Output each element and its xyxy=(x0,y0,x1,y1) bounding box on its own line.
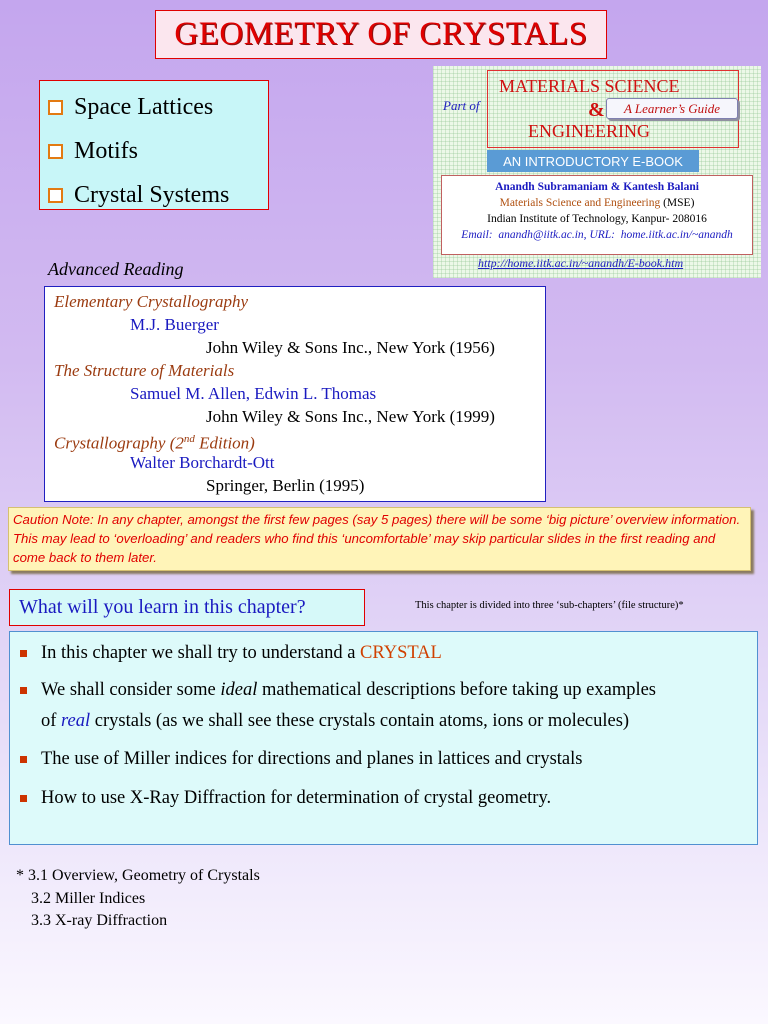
department: Materials Science and Engineering xyxy=(499,197,661,209)
caution-note: Caution Note: In any chapter, amongst the first few pages (say 5 pages) there will be some ‘big picture’ overview information. This may lead to ‘overloading’ and readers who find this ‘uncomfortable’ may skip particular slides in the first reading and come back to them later. xyxy=(8,507,751,571)
real-emphasis: real xyxy=(61,711,91,731)
intro-ebook-banner: AN INTRODUCTORY E-BOOK xyxy=(487,150,699,172)
book-author: Walter Borchardt-Ott xyxy=(130,453,275,472)
checkbox-icon xyxy=(48,144,63,159)
topic-item xyxy=(48,173,268,217)
topics-box xyxy=(39,80,269,210)
book-title: The Structure of Materials xyxy=(54,361,235,380)
email-link[interactable]: anandh@iitk.ac.in, xyxy=(498,229,587,241)
reading-list xyxy=(44,286,546,502)
bullet-text: crystals (as we shall see these crystals contain atoms, ions or molecules) xyxy=(90,711,630,731)
page-title: GEOMETRY OF CRYSTALS xyxy=(155,10,607,59)
book-publisher: John Wiley & Sons Inc., New York (1956) xyxy=(206,338,495,357)
book-title-main: Crystallography (2 xyxy=(54,433,184,453)
ebook-link[interactable]: http://home.iitk.ac.in/~anandh/E-book.htm xyxy=(478,256,684,270)
topic-label: Crystal Systems xyxy=(74,181,230,208)
ideal-emphasis: ideal xyxy=(220,680,258,700)
footnote: 3.2 Miller Indices xyxy=(31,890,146,907)
book-author: Samuel M. Allen, Edwin L. Thomas xyxy=(130,384,377,403)
bullet-icon xyxy=(20,756,27,763)
authors: Anandh Subramaniam & Kantesh Balani xyxy=(495,181,699,193)
topic-label: Space Lattices xyxy=(74,93,214,120)
bullet-item xyxy=(41,638,442,669)
department-line xyxy=(442,195,752,211)
bullet-item: How to use X-Ray Diffraction for determination of crystal geometry. xyxy=(41,788,552,808)
footnote: 3.3 X-ray Diffraction xyxy=(31,912,168,929)
bullet-icon xyxy=(20,795,27,802)
bullet-icon xyxy=(20,687,27,694)
learners-guide-badge: A Learner’s Guide xyxy=(606,98,738,119)
learn-question-box: What will you learn in this chapter? xyxy=(9,589,365,626)
book-publisher: John Wiley & Sons Inc., New York (1999) xyxy=(206,407,495,426)
subchapter-note: This chapter is divided into three ‘sub-chapters’ (file structure)* xyxy=(415,600,684,611)
topic-label: Motifs xyxy=(74,137,139,164)
checkbox-icon xyxy=(48,100,63,115)
topic-item xyxy=(48,129,268,173)
advanced-reading-heading: Advanced Reading xyxy=(48,259,184,279)
book-publisher: Springer, Berlin (1995) xyxy=(206,476,365,495)
book-title: Elementary Crystallography xyxy=(54,292,249,311)
bullet-icon xyxy=(20,650,27,657)
homepage-link[interactable]: home.iitk.ac.in/~anandh xyxy=(620,229,733,241)
institute: Indian Institute of Technology, Kanpur- 208016 xyxy=(487,213,707,225)
contact-line xyxy=(442,227,752,243)
crystal-highlight: CRYSTAL xyxy=(360,643,442,663)
book-title-line1: MATERIALS SCIENCE xyxy=(499,76,680,96)
bullet-text: mathematical descriptions before taking up examples xyxy=(257,680,657,700)
learn-bullets-box xyxy=(9,631,758,845)
department-abbr: (MSE) xyxy=(663,197,695,209)
footnote: * 3.1 Overview, Geometry of Crystals xyxy=(16,867,260,884)
bullet-item: The use of Miller indices for directions and planes in lattices and crystals xyxy=(41,749,583,769)
book-author: M.J. Buerger xyxy=(130,315,219,334)
topic-item xyxy=(48,85,268,129)
bullet-text: In this chapter we shall try to understand a xyxy=(41,643,361,663)
bullet-item xyxy=(41,675,756,737)
book-title-sup: nd xyxy=(183,433,195,445)
author-info-box xyxy=(441,175,753,255)
email-label: Email: xyxy=(461,229,493,241)
url-label: URL: xyxy=(589,229,615,241)
bullet-text: of xyxy=(41,711,62,731)
part-of-label: Part of xyxy=(443,98,480,113)
book-title-line2: ENGINEERING xyxy=(528,121,650,141)
book-title-rest: Edition) xyxy=(194,433,255,453)
bullet-text: We shall consider some xyxy=(41,680,221,700)
checkbox-icon xyxy=(48,188,63,203)
book-title-ampersand: & xyxy=(588,99,605,121)
